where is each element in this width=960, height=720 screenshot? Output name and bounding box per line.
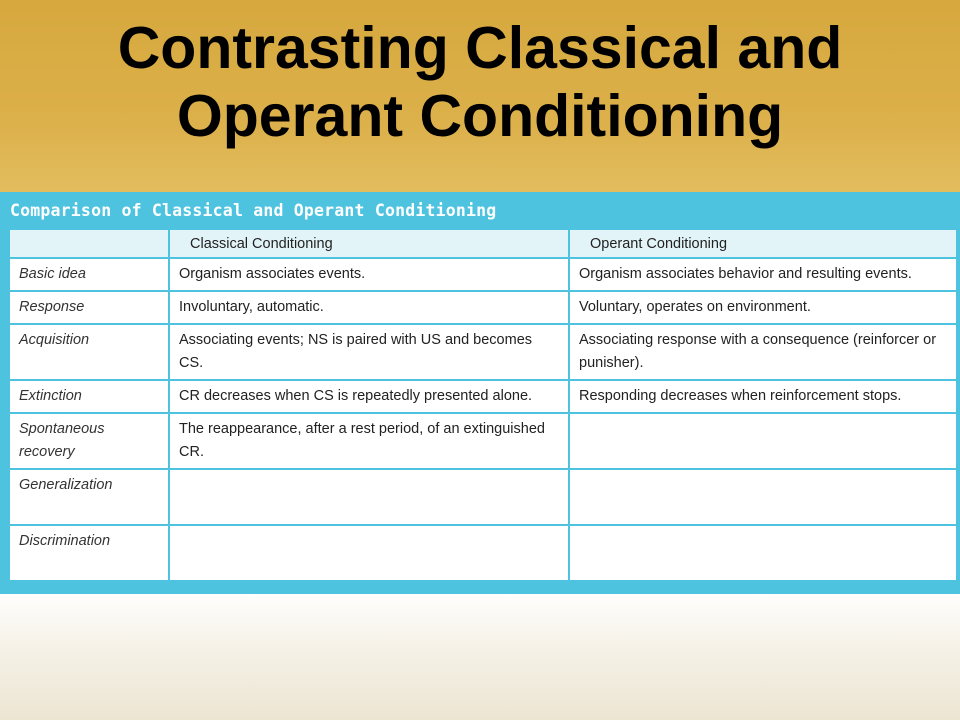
comparison-table (8, 228, 958, 582)
comparison-table-panel (0, 192, 960, 594)
operant-cell: Voluntary, operates on environment. (569, 291, 957, 324)
classical-cell: Organism associates events. (169, 258, 569, 291)
table-row-acquisition (9, 324, 957, 380)
classical-cell: The reappearance, after a rest period, of an extinguished CR. (169, 413, 569, 469)
table-header-row (9, 229, 957, 258)
table-row-response (9, 291, 957, 324)
row-label: Response (9, 291, 169, 324)
header-cell-classical: Classical Conditioning (169, 229, 569, 258)
table-row-basic-idea (9, 258, 957, 291)
classical-cell (169, 525, 569, 581)
row-label: Acquisition (9, 324, 169, 380)
operant-cell: Organism associates behavior and resulting events. (569, 258, 957, 291)
operant-cell (569, 469, 957, 525)
operant-cell (569, 525, 957, 581)
classical-cell: Involuntary, automatic. (169, 291, 569, 324)
table-heading: Comparison of Classical and Operant Conditioning (10, 201, 497, 220)
table-row-spontaneous-recovery (9, 413, 957, 469)
row-label: Basic idea (9, 258, 169, 291)
classical-cell (169, 469, 569, 525)
row-label: Extinction (9, 380, 169, 413)
table-row-discrimination (9, 525, 957, 581)
row-label: Spontaneous recovery (9, 413, 169, 469)
classical-cell: Associating events; NS is paired with US and becomes CS. (169, 324, 569, 380)
slide-title (0, 14, 960, 150)
operant-cell: Associating response with a consequence (reinforcer or punisher). (569, 324, 957, 380)
title-band (0, 0, 960, 192)
operant-cell (569, 413, 957, 469)
row-label: Generalization (9, 469, 169, 525)
table-row-extinction (9, 380, 957, 413)
row-label: Discrimination (9, 525, 169, 581)
operant-cell: Responding decreases when reinforcement stops. (569, 380, 957, 413)
table-row-generalization (9, 469, 957, 525)
header-cell-empty (9, 229, 169, 258)
slide-title-line-2: Operant Conditioning (176, 83, 784, 149)
slide-title-line-1: Contrasting Classical and (117, 15, 843, 81)
classical-cell: CR decreases when CS is repeatedly presented alone. (169, 380, 569, 413)
header-cell-operant: Operant Conditioning (569, 229, 957, 258)
